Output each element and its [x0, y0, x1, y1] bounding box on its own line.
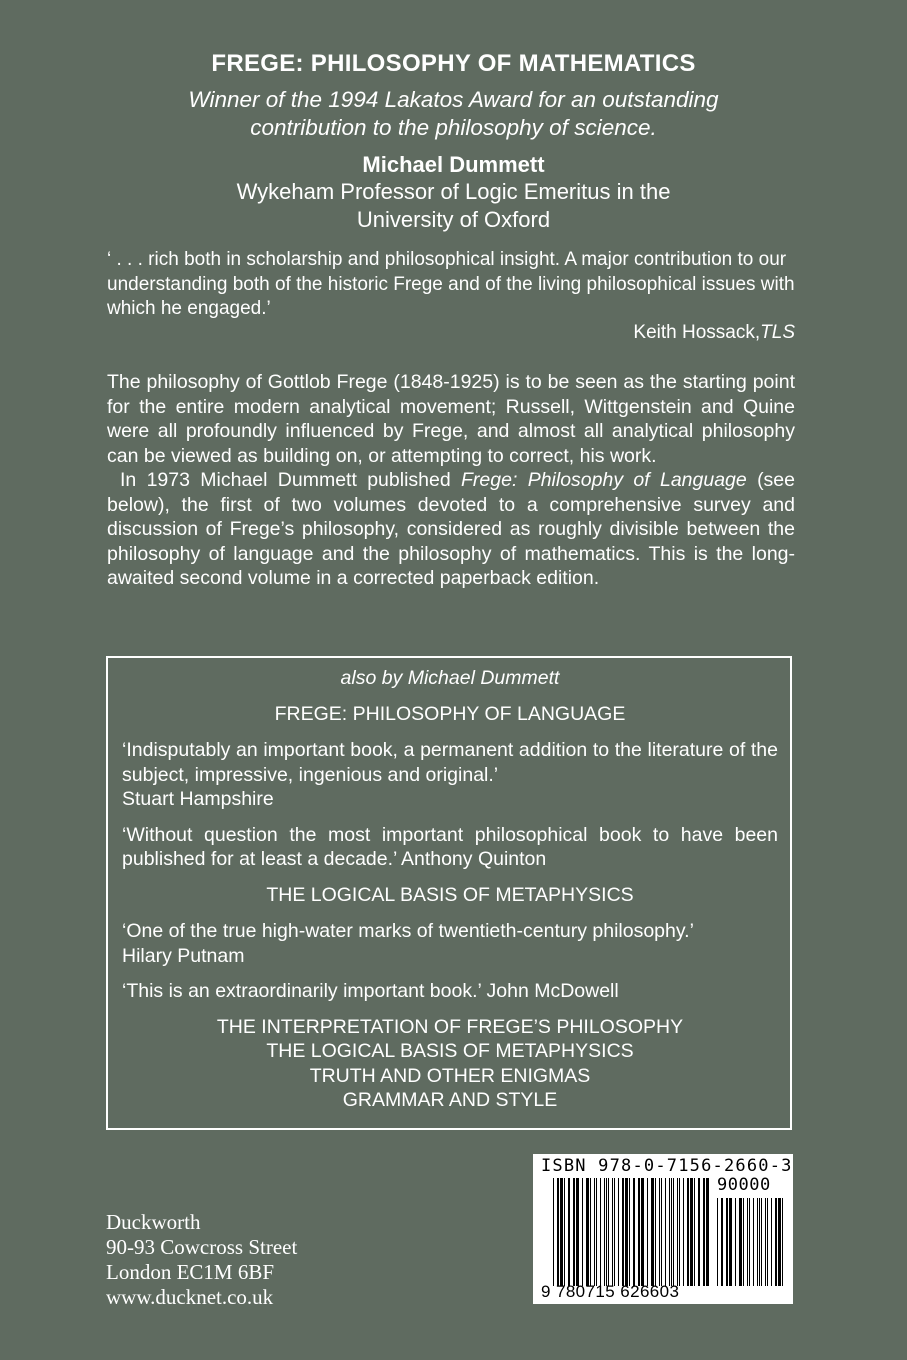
book-2-quote-1-text: ‘One of the true high-water marks of twentieth-century philosophy.’: [122, 920, 694, 942]
book-title: FREGE: PHILOSOPHY OF MATHEMATICS: [211, 50, 696, 77]
book-2-quote-2: ‘This is an extraordinarily important book.’ John McDowell: [122, 980, 619, 1002]
barcode-bar: [690, 1178, 693, 1286]
book-1-quote-1-attribution: Stuart Hampshire: [122, 788, 274, 810]
award-line-1: Winner of the 1994 Lakatos Award for an outstanding: [188, 87, 719, 112]
publisher-info: [106, 1210, 297, 1310]
author-affiliation: [0, 178, 907, 234]
barcode-bar: [625, 1178, 628, 1286]
barcode-bar: [757, 1198, 758, 1286]
affiliation-line-1: Wykeham Professor of Logic Emeritus in the: [236, 179, 671, 204]
barcode-bar: [651, 1178, 654, 1286]
barcode-bar: [771, 1198, 772, 1286]
barcode-bar: [638, 1178, 640, 1286]
other-title-item: THE LOGICAL BASIS OF METAPHYSICS: [266, 1040, 634, 1062]
barcode-bar: [612, 1178, 613, 1286]
barcode-bar: [604, 1178, 605, 1286]
barcode-bar: [614, 1178, 615, 1286]
barcode-bar: [679, 1178, 680, 1286]
description-paragraph-1: The philosophy of Gottlob Frege (1848-1925) is to be seen as the starting point for the entire modern analytical movement; Russell, Wittgenstein and Quine were all profoundly influenced by Frege, and almost all analytical philosophy can be viewed as building on, or attempting to correct, his work.: [107, 371, 795, 467]
barcode-bar: [647, 1178, 648, 1286]
review-quote: ‘ . . . rich both in scholarship and philosophical insight. A major contribution to our understanding both of the historic Frege and of the living philosophical issues with which he engaged.’: [107, 249, 795, 319]
barcode-bar: [596, 1178, 597, 1286]
barcode-bar: [576, 1178, 579, 1286]
publisher-name: Duckworth: [106, 1210, 201, 1234]
other-titles-list: [122, 1015, 778, 1113]
publisher-address-1: 90-93 Cowcross Street: [106, 1235, 298, 1259]
barcode-bar: [743, 1198, 744, 1286]
book-1-quote-1-text: ‘Indisputably an important book, a permanent addition to the literature of the subject, impressive, ingenious and original.’: [122, 739, 778, 786]
barcode-bar: [761, 1198, 762, 1286]
barcode-bar: [582, 1178, 583, 1286]
award-line-2: contribution to the philosophy of science.: [250, 115, 657, 140]
description-paragraph-2: [107, 468, 795, 591]
book-2-quote-1: [122, 919, 778, 968]
barcode-bar: [747, 1198, 748, 1286]
other-title-item: TRUTH AND OTHER ENIGMAS: [309, 1064, 591, 1087]
publisher-website: www.ducknet.co.uk: [106, 1285, 274, 1309]
barcode-bar: [600, 1178, 601, 1286]
isbn-barcode: [533, 1154, 793, 1304]
also-by-heading: also by Michael Dummett: [340, 667, 560, 689]
barcode-bar: [775, 1198, 777, 1286]
barcode-bar: [717, 1198, 718, 1286]
barcode-digits: 9 780715 626603: [541, 1282, 680, 1301]
barcode-bar: [698, 1178, 700, 1286]
barcode-bar: [683, 1178, 684, 1286]
barcode-bar: [703, 1178, 705, 1286]
publisher-address-2: London EC1M 6BF: [106, 1260, 275, 1284]
barcode-bar: [661, 1178, 662, 1286]
paragraph-2-book-title: Frege: Philosophy of Language: [461, 469, 747, 491]
award-statement: [0, 86, 907, 142]
affiliation-line-2: University of Oxford: [356, 207, 551, 232]
barcode-bar: [608, 1178, 609, 1286]
barcode-bar: [557, 1178, 559, 1286]
barcode-bar: [553, 1178, 554, 1286]
barcode-bar: [677, 1178, 678, 1286]
reviewer-name: Keith Hossack,: [633, 322, 761, 343]
also-by-box: [106, 656, 792, 1130]
review-attribution: [633, 322, 795, 344]
other-title-item: THE INTERPRETATION OF FREGE’S PHILOSOPHY: [216, 1015, 684, 1038]
also-by-book-1-title: FREGE: PHILOSOPHY OF LANGUAGE: [274, 702, 626, 725]
barcode-bar: [659, 1178, 660, 1286]
barcode-bar: [739, 1198, 742, 1286]
barcode-bar: [671, 1178, 672, 1286]
book-1-quote-1: [122, 738, 778, 812]
barcode-bar: [665, 1178, 666, 1286]
barcode-bar: [629, 1178, 630, 1286]
barcode-bar: [568, 1178, 570, 1286]
barcode-bar: [759, 1198, 760, 1286]
barcode-bar: [694, 1178, 695, 1286]
barcode-bar: [749, 1198, 750, 1286]
barcode-bar: [590, 1178, 591, 1286]
isbn-label: ISBN 978-0-7156-2660-3: [541, 1156, 793, 1176]
barcode-bar: [606, 1178, 607, 1286]
barcode-bar: [782, 1198, 783, 1286]
other-title-item: GRAMMAR AND STYLE: [342, 1089, 558, 1111]
barcode-bar: [706, 1178, 709, 1286]
paragraph-2-end: (see below), the first of two volumes devoted to a comprehensive survey and discussion of Frege’s philosophy, considered as roughly divisible between the philosophy of language and the philosophy of mathematics. This is the long-awaited second volume in a corrected paperback edition.: [107, 469, 796, 589]
barcode-bar: [735, 1198, 736, 1286]
barcode-bar: [594, 1178, 595, 1286]
barcode-bar: [687, 1178, 689, 1286]
book-1-quote-2: ‘Without question the most important philosophical book to have been published for at least a decade.’ Anthony Quinton: [122, 823, 778, 870]
barcode-bar: [586, 1178, 589, 1286]
book-2-quote-1-attribution: Hilary Putnam: [122, 944, 245, 967]
review-source: TLS: [760, 322, 795, 343]
barcode-bar: [564, 1178, 565, 1286]
barcode-bar: [778, 1198, 781, 1286]
also-by-book-2-title: THE LOGICAL BASIS OF METAPHYSICS: [266, 883, 634, 906]
barcode-bar: [729, 1198, 732, 1286]
barcode-bar: [753, 1198, 754, 1286]
barcode-bar: [622, 1178, 624, 1286]
barcode-bar: [765, 1198, 766, 1286]
barcode-bar: [618, 1178, 619, 1286]
barcode-bar: [726, 1198, 728, 1286]
barcode-bar: [673, 1178, 674, 1286]
barcode-bar: [633, 1178, 635, 1286]
barcode-bar: [721, 1198, 723, 1286]
author-name: Michael Dummett: [362, 152, 545, 177]
paragraph-2-start: In 1973 Michael Dummett published: [120, 469, 462, 491]
barcode-bar: [767, 1198, 768, 1286]
barcode-bar: [655, 1178, 656, 1286]
barcode-bar: [560, 1178, 563, 1286]
description: [107, 370, 795, 591]
barcode-bar: [669, 1178, 670, 1286]
barcode-bar: [573, 1178, 575, 1286]
barcode-bar: [641, 1178, 644, 1286]
barcode-addon: 90000: [717, 1175, 771, 1195]
